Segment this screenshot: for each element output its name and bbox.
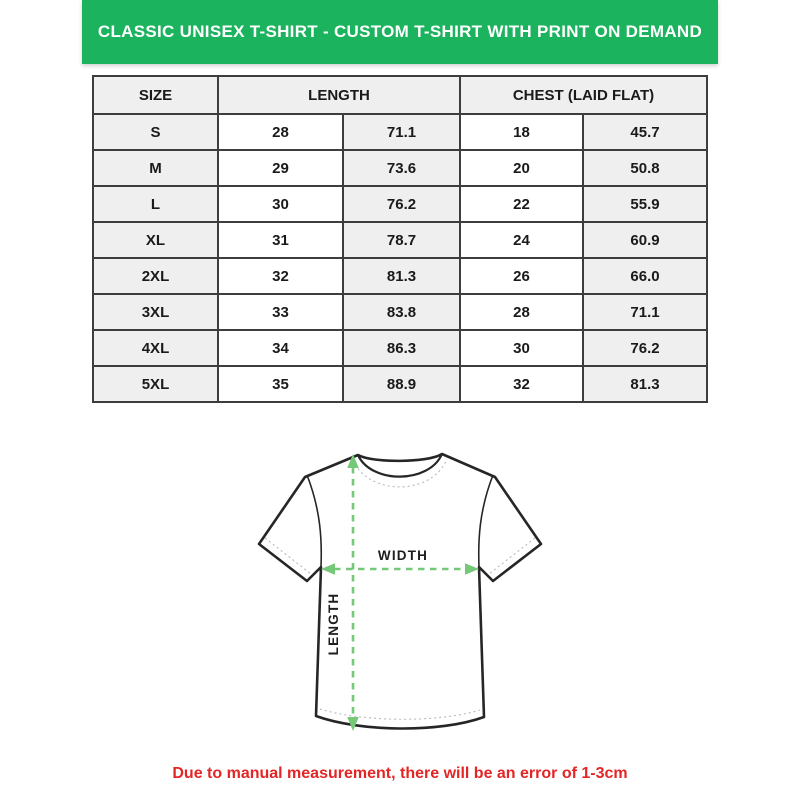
cell-chest-cm: 60.9 (583, 222, 707, 258)
cell-length-cm: 78.7 (343, 222, 460, 258)
cell-size: S (93, 114, 218, 150)
cell-chest-cm: 76.2 (583, 330, 707, 366)
cell-chest-cm: 66.0 (583, 258, 707, 294)
cell-length-in: 35 (218, 366, 343, 402)
cell-length-in: 31 (218, 222, 343, 258)
cell-length-cm: 76.2 (343, 186, 460, 222)
table-row (93, 186, 707, 222)
cell-chest-cm: 55.9 (583, 186, 707, 222)
table-row (93, 258, 707, 294)
title-banner (82, 0, 718, 64)
col-header-length: LENGTH (218, 76, 460, 114)
cell-chest-in: 22 (460, 186, 583, 222)
cell-length-cm: 73.6 (343, 150, 460, 186)
cell-length-in: 32 (218, 258, 343, 294)
cell-chest-in: 30 (460, 330, 583, 366)
cell-length-in: 34 (218, 330, 343, 366)
cell-chest-in: 18 (460, 114, 583, 150)
cell-chest-in: 32 (460, 366, 583, 402)
cell-length-in: 29 (218, 150, 343, 186)
cell-size: M (93, 150, 218, 186)
cell-chest-in: 26 (460, 258, 583, 294)
cell-length-cm: 81.3 (343, 258, 460, 294)
cell-chest-in: 20 (460, 150, 583, 186)
length-label: LENGTH (326, 592, 341, 656)
size-table-body (93, 114, 707, 402)
cell-size: 2XL (93, 258, 218, 294)
cell-size: 5XL (93, 366, 218, 402)
cell-chest-cm: 50.8 (583, 150, 707, 186)
measurement-error-note: Due to manual measurement, there will be an error of 1-3cm (172, 765, 628, 782)
tshirt-diagram-svg (250, 441, 550, 741)
cell-chest-cm: 81.3 (583, 366, 707, 402)
width-label: WIDTH (377, 548, 429, 563)
cell-size: 3XL (93, 294, 218, 330)
cell-size: L (93, 186, 218, 222)
page-title: CLASSIC UNISEX T-SHIRT - CUSTOM T-SHIRT WITH PRINT ON DEMAND (97, 22, 703, 41)
cell-length-cm: 83.8 (343, 294, 460, 330)
cell-length-in: 33 (218, 294, 343, 330)
table-row (93, 114, 707, 150)
cell-chest-cm: 45.7 (583, 114, 707, 150)
cell-chest-cm: 71.1 (583, 294, 707, 330)
cell-size: XL (93, 222, 218, 258)
cell-length-in: 30 (218, 186, 343, 222)
cell-length-cm: 88.9 (343, 366, 460, 402)
tshirt-outline (259, 454, 541, 729)
cell-length-cm: 71.1 (343, 114, 460, 150)
cell-size: 4XL (93, 330, 218, 366)
col-header-size: SIZE (93, 76, 218, 114)
cell-chest-in: 28 (460, 294, 583, 330)
size-table (92, 75, 708, 403)
table-row (93, 222, 707, 258)
col-header-chest: CHEST (LAID FLAT) (460, 76, 707, 114)
table-row (93, 150, 707, 186)
table-row (93, 330, 707, 366)
table-header-row (93, 76, 707, 114)
tshirt-measurement-diagram (250, 441, 550, 741)
cell-chest-in: 24 (460, 222, 583, 258)
table-row (93, 294, 707, 330)
cell-length-in: 28 (218, 114, 343, 150)
cell-length-cm: 86.3 (343, 330, 460, 366)
table-row (93, 366, 707, 402)
